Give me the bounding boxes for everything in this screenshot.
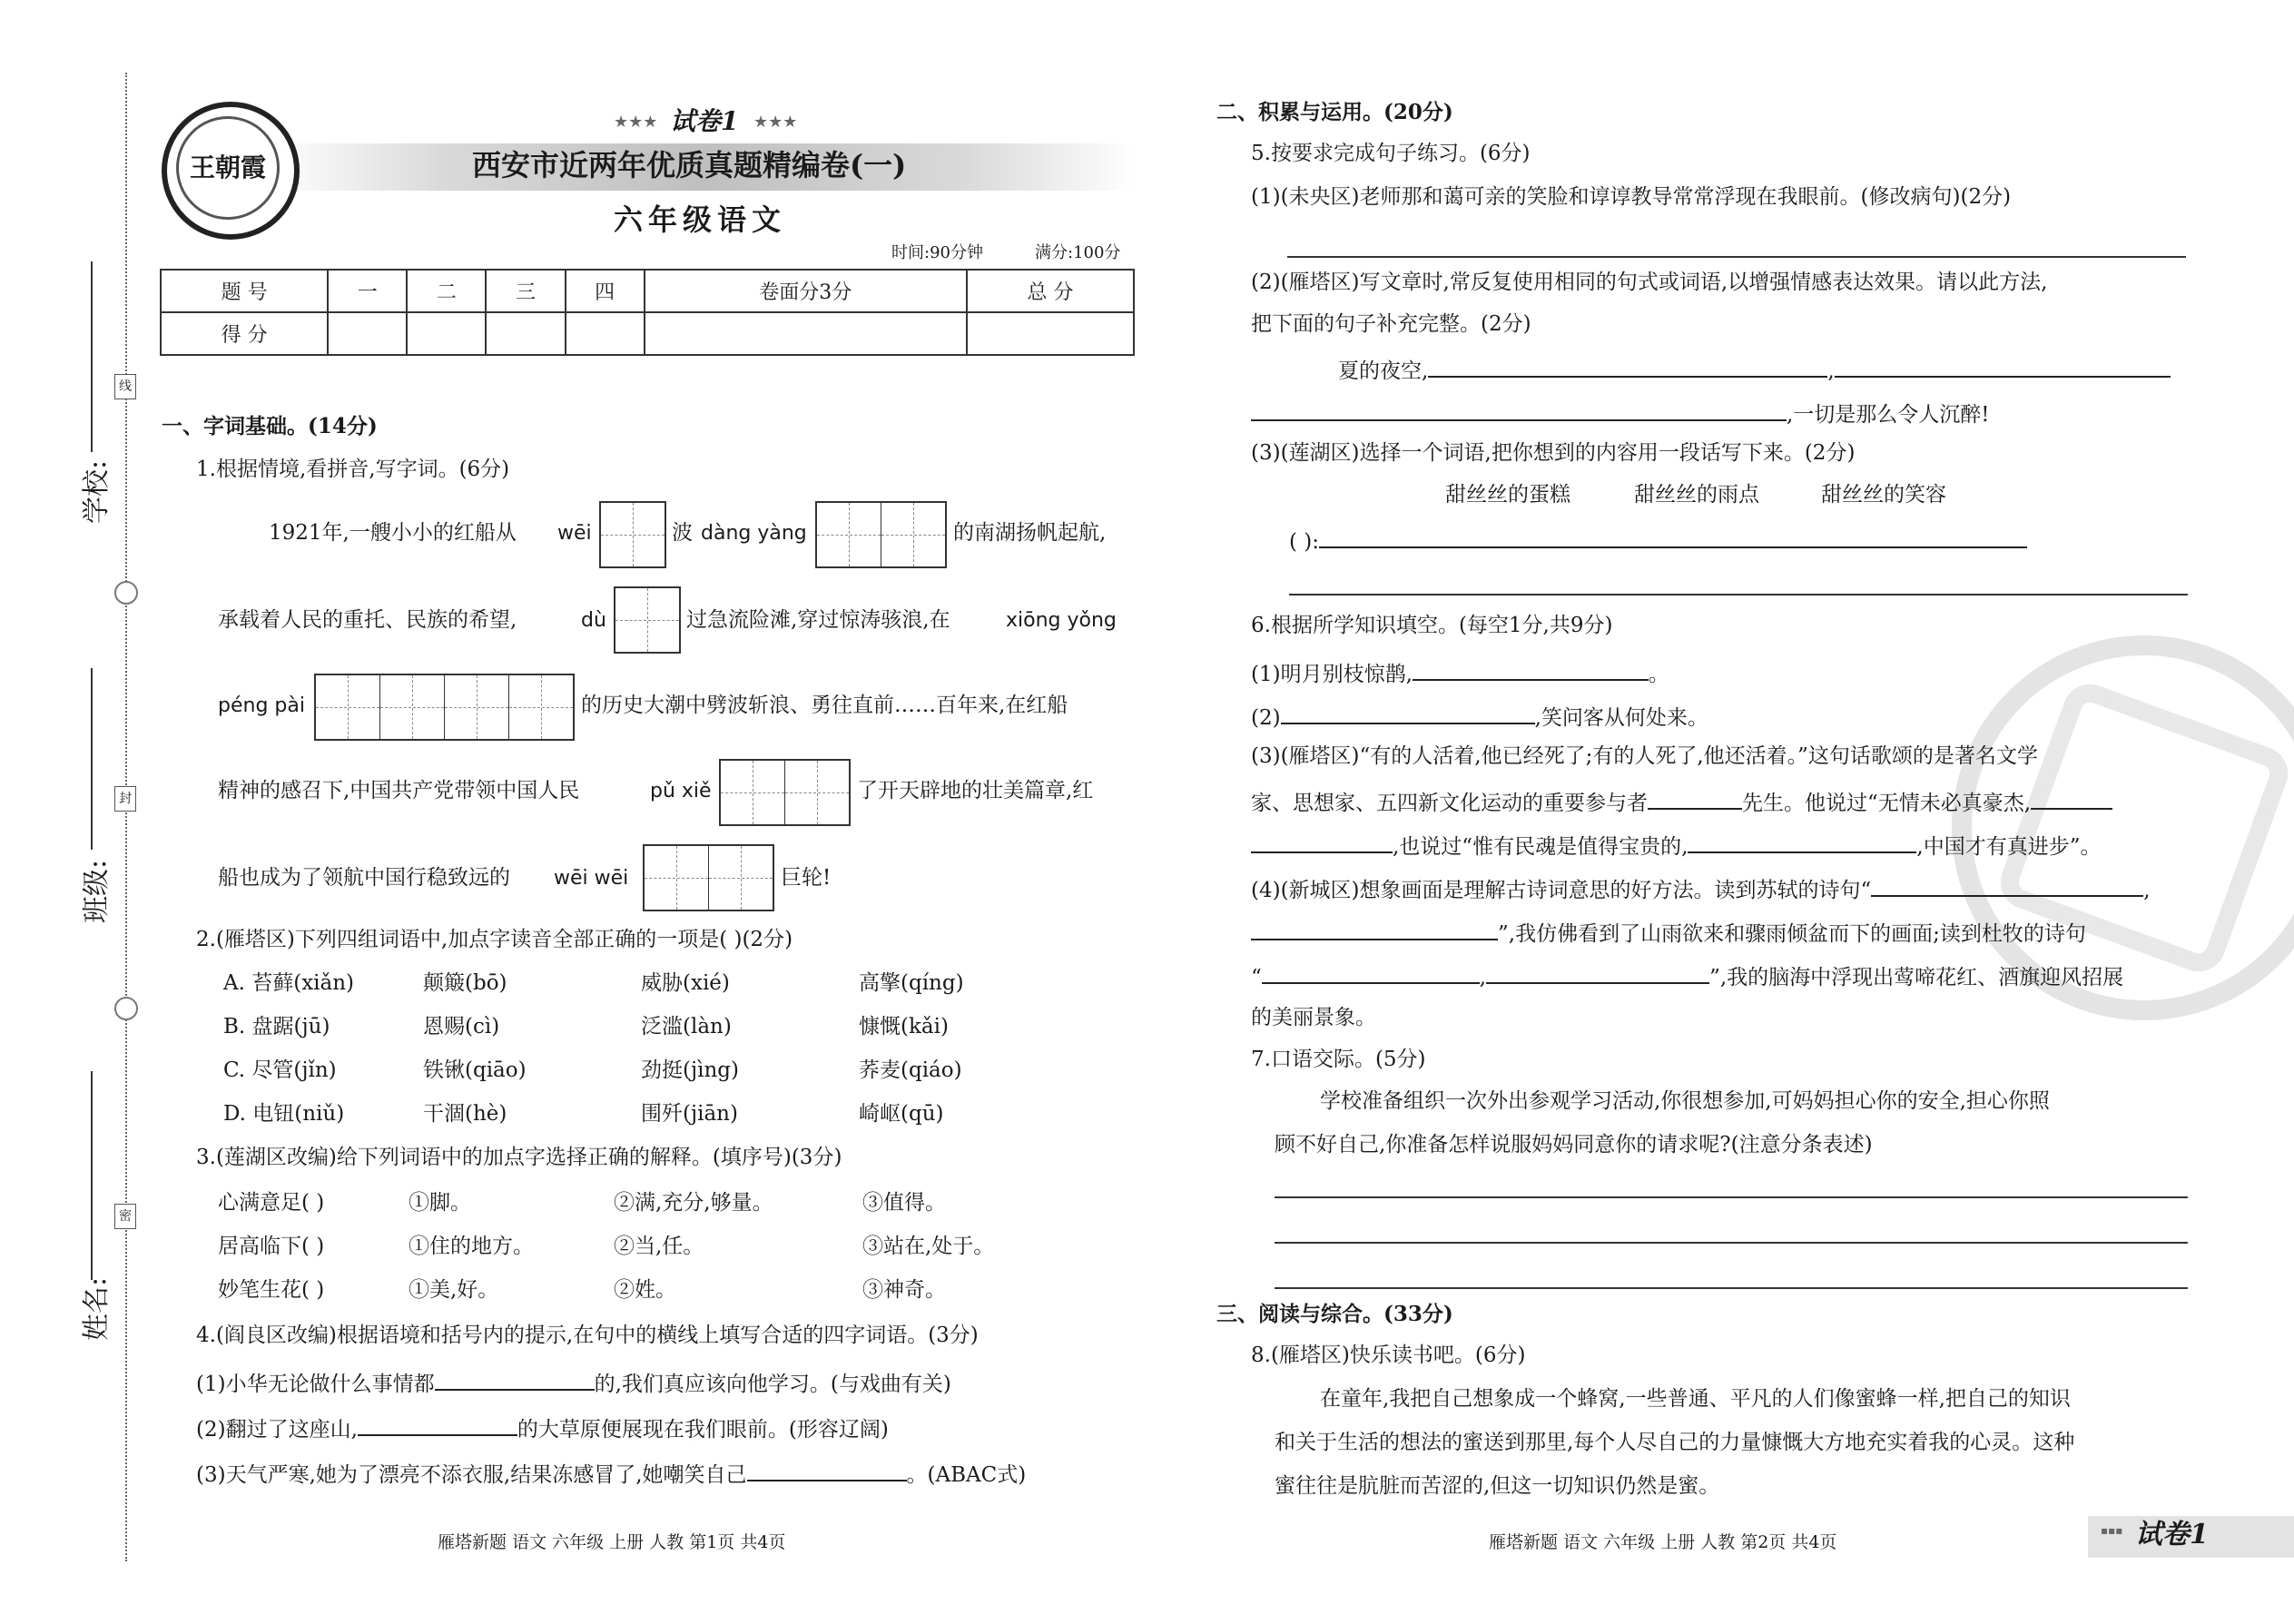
q5-choice[interactable]: 甜丝丝的雨点 [1634, 483, 1759, 507]
q2-word: 慷慨(kǎi) [859, 1015, 949, 1038]
char-grid[interactable] [614, 586, 681, 654]
q3-word[interactable]: 心满意足( ) [218, 1191, 325, 1215]
q2-word: 恩赐(cì) [423, 1015, 500, 1038]
q1-text: 了开天辟地的壮美篇章,红 [857, 779, 1094, 802]
q5-part2-line: ,一切是那么令人沉醉! [1251, 401, 1990, 426]
answer-blank[interactable] [358, 1416, 517, 1436]
q1-text: 的历史大潮中劈波斩浪、勇往直前……百年来,在红船 [581, 694, 1068, 717]
answer-blank[interactable] [1835, 358, 2171, 378]
q2-word: 颠簸(bō) [423, 971, 507, 995]
answer-blank[interactable] [1486, 964, 1709, 984]
q2-word: 干涸(hè) [423, 1102, 507, 1126]
answer-blank[interactable] [1281, 704, 1535, 724]
q2-option-D[interactable]: D. 电钮(niǔ) [223, 1102, 345, 1126]
q4-sentence-2: (2)翻过了这座山, 的大草原便展现在我们眼前。(形容辽阔) [196, 1418, 889, 1442]
q2-stem: 2.(雁塔区)下列四组词语中,加点字读音全部正确的一项是( )(2分) [196, 928, 793, 951]
q8-passage: 和关于生活的想法的蜜送到那里,每个人尽自己的力量慷慨大方地充实着我的心灵。这种 [1275, 1431, 2075, 1454]
q2-word: 荞麦(qiáo) [859, 1058, 962, 1082]
char-grid[interactable] [314, 674, 575, 741]
q1-text: 的南湖扬帆起航, [953, 521, 1107, 545]
school-label: 学校: [81, 459, 113, 525]
q3-choice: ①住的地方。 [409, 1235, 534, 1258]
q2-word: 高擎(qíng) [859, 971, 964, 995]
answer-line[interactable] [1275, 1196, 2188, 1198]
answer-blank[interactable] [1648, 790, 1742, 810]
answer-blank[interactable] [1251, 401, 1787, 421]
score-header: 三 [486, 270, 565, 312]
q2-word: 围歼(jiān) [641, 1102, 738, 1126]
footer-left: 雁塔新题 语文 六年级 上册 人教 第1页 共4页 [438, 1532, 786, 1552]
page-title: 西安市近两年优质真题精编卷(一) [472, 148, 907, 182]
binding-hole [114, 581, 138, 605]
q4-stem: 4.(阎良区改编)根据语境和括号内的提示,在句中的横线上填写合适的四字词语。(3分) [196, 1324, 979, 1347]
q5-choice[interactable]: 甜丝丝的蛋糕 [1445, 483, 1570, 507]
score-row-label: 得 分 [161, 312, 328, 355]
time-info: 时间:90分钟 [891, 243, 983, 262]
logo-text: 王朝霞 [176, 116, 280, 220]
q6-stem: 6.根据所学知识填空。(每空1分,共9分) [1251, 614, 1613, 637]
class-label: 班级: [81, 859, 113, 924]
q3-choice: ③站在,处于。 [862, 1235, 995, 1258]
q3-choice: ②姓。 [614, 1278, 676, 1302]
score-table [160, 269, 1135, 356]
answer-line[interactable] [1275, 1242, 2188, 1244]
q5-part3: (3)(莲湖区)选择一个词语,把你想到的内容用一段话写下来。(2分) [1251, 441, 1856, 465]
char-grid[interactable] [643, 844, 774, 911]
footer-badge: 试卷1 [2135, 1519, 2209, 1550]
score-header: 二 [407, 270, 486, 312]
answer-blank[interactable] [1251, 833, 1393, 853]
q4-sentence-3: (3)天气严寒,她为了漂亮不添衣服,结果冻感冒了,她嘲笑自己 。(ABAC式) [196, 1463, 1027, 1487]
char-grid[interactable] [719, 759, 851, 826]
binding-mark-line: 线 [114, 374, 136, 399]
answer-blank[interactable] [747, 1462, 907, 1481]
q2-word: 劲挺(jìng) [641, 1058, 739, 1082]
q4-sentence-1: (1)小华无论做什么事情都 的,我们真应该向他学习。(与戏曲有关) [196, 1373, 951, 1396]
score-cell[interactable] [566, 312, 645, 355]
q3-choice: ③值得。 [862, 1191, 946, 1215]
stars-left: ★★★ [614, 113, 658, 132]
score-header: 一 [328, 270, 407, 312]
score-cell[interactable] [407, 312, 486, 355]
score-header: 四 [566, 270, 645, 312]
q2-word: 威胁(xié) [641, 971, 730, 995]
score-header: 总 分 [967, 270, 1134, 312]
answer-blank[interactable] [1688, 833, 1916, 853]
section1-heading: 一、字词基础。(14分) [162, 414, 378, 438]
q8-passage: 蜜往往是肮脏而苦涩的,但这一切知识仍然是蜜。 [1275, 1474, 1720, 1498]
q6-part3: 家、思想家、五四新文化运动的重要参与者 先生。他说过“无情未必真豪杰, [1251, 790, 2112, 814]
score-cell[interactable] [328, 312, 407, 355]
q1-text: 1921年,一艘小小的红船从 [269, 521, 517, 545]
char-grid[interactable] [815, 501, 947, 568]
q8-passage: 在童年,我把自己想象成一个蜂窝,一些普通、平凡的人们像蜜蜂一样,把自己的知识 [1320, 1387, 2071, 1411]
q3-word[interactable]: 妙笔生花( ) [218, 1278, 325, 1302]
q6-part3: ,也说过“惟有民魂是值得宝贵的, ,中国才有真进步”。 [1251, 833, 2101, 858]
q3-choice: ②当,任。 [614, 1235, 704, 1258]
score-cell[interactable] [645, 312, 967, 355]
class-field-line [91, 668, 93, 850]
pinyin-hint: xiōng yǒng [1006, 609, 1117, 632]
binding-hole [114, 997, 138, 1020]
answer-blank[interactable] [1428, 358, 1827, 378]
q6-part4: (4)(新城区)想象画面是理解古诗词意思的好方法。读到苏轼的诗句“ , [1251, 879, 2151, 902]
answer-blank[interactable] [435, 1371, 595, 1391]
q2-option-C[interactable]: C. 尽管(jǐn) [223, 1058, 337, 1082]
q1-text: 船也成为了领航中国行稳致远的 [218, 866, 510, 890]
q5-choice[interactable]: 甜丝丝的笑容 [1821, 483, 1946, 507]
answer-blank[interactable] [1413, 661, 1649, 681]
q3-word[interactable]: 居高临下( ) [218, 1235, 325, 1258]
q3-choice: ②满,充分,够量。 [614, 1191, 773, 1215]
section3-heading: 三、阅读与综合。(33分) [1216, 1302, 1453, 1326]
q1-text: 巨轮! [781, 866, 832, 890]
answer-line[interactable] [1287, 256, 2186, 258]
q3-choice: ③神奇。 [862, 1278, 946, 1302]
q5-part1: (1)(未央区)老师那和蔼可亲的笑脸和谆谆教导常常浮现在我眼前。(修改病句)(2分) [1251, 185, 2012, 209]
binding-mark-secret: 密 [114, 1204, 136, 1229]
q6-part4: “ , ”,我的脑海中浮现出莺啼花红、酒旗迎风招展 [1251, 966, 2124, 989]
binding-mark-seal: 封 [114, 786, 136, 812]
q6-part3: (3)(雁塔区)“有的人活着,他已经死了;有的人死了,他还活着。”这句话歌颂的是著名文学 [1251, 744, 2038, 768]
q2-option-B[interactable]: B. 盘踞(jū) [223, 1015, 330, 1038]
name-label: 姓名: [81, 1276, 113, 1342]
pinyin-hint: péng pài [218, 694, 305, 717]
q1-stem: 1.根据情境,看拼音,写字词。(6分) [196, 458, 510, 481]
q6-part4: 的美丽景象。 [1251, 1006, 1376, 1029]
q7-stem: 7.口语交际。(5分) [1251, 1048, 1426, 1071]
score-header: 题 号 [161, 270, 328, 312]
stars-right: ★★★ [753, 113, 798, 132]
q3-choice: ①美,好。 [409, 1278, 499, 1302]
q3-choice: ①脚。 [409, 1191, 471, 1215]
score-header: 卷面分3分 [645, 270, 967, 312]
badge-dots: ▪▪▪ [2101, 1524, 2123, 1537]
section2-heading: 二、积累与运用。(20分) [1216, 100, 1453, 124]
q6-part1: (1)明月别枝惊鹊, 。 [1251, 663, 1669, 686]
q1-text: 过急流险滩,穿过惊涛骇浪,在 [686, 608, 950, 632]
q1-text: 波 [672, 521, 693, 545]
q5-part2-line: 夏的夜空, , [1338, 358, 2171, 382]
q1-text: 精神的感召下,中国共产党带领中国人民 [218, 779, 580, 802]
char-grid[interactable] [599, 501, 666, 568]
q7-text: 顾不好自己,你准备怎样说服妈妈同意你的请求呢?(注意分条表述) [1275, 1133, 1873, 1156]
binding-cut-line [125, 73, 127, 1561]
q2-option-A[interactable]: A. 苔藓(xiǎn) [223, 971, 355, 995]
pinyin-hint: wēi wēi [554, 867, 629, 890]
q5-stem: 5.按要求完成句子练习。(6分) [1251, 142, 1531, 165]
score-cell[interactable] [967, 312, 1134, 355]
answer-blank[interactable] [1262, 964, 1480, 984]
answer-blank[interactable] [1871, 877, 2143, 897]
school-field-line [91, 261, 93, 452]
page-subtitle: 六年级语文 [614, 202, 787, 237]
brand-logo [162, 102, 300, 240]
watermark-stamp [1952, 635, 2294, 1020]
name-field-line [91, 1071, 93, 1280]
series-label: 试卷1 [670, 106, 739, 136]
score-cell[interactable] [486, 312, 565, 355]
q7-text: 学校准备组织一次外出参观学习活动,你很想参加,可妈妈担心你的安全,担心你照 [1320, 1089, 2050, 1113]
answer-line[interactable] [1289, 594, 2188, 595]
pinyin-hint: dàng yàng [701, 522, 807, 545]
q8-stem: 8.(雁塔区)快乐读书吧。(6分) [1251, 1343, 1526, 1367]
q2-word: 铁锹(qiāo) [423, 1058, 527, 1082]
q3-stem: 3.(莲湖区改编)给下列词语中的加点字选择正确的解释。(填序号)(3分) [196, 1146, 842, 1169]
q6-part2: (2) ,笑问客从何处来。 [1251, 706, 1708, 730]
q6-part4: ”,我仿佛看到了山雨欲来和骤雨倾盆而下的画面;读到杜牧的诗句 [1251, 920, 2086, 945]
answer-line[interactable] [1275, 1287, 2188, 1289]
pinyin-hint: wēi [557, 522, 592, 545]
q2-word: 崎岖(qū) [859, 1102, 944, 1126]
answer-blank[interactable] [1251, 920, 1498, 940]
pinyin-hint: pǔ xiě [650, 780, 712, 802]
full-score: 满分:100分 [1035, 243, 1121, 262]
q2-word: 泛滥(làn) [641, 1015, 732, 1038]
q5-part2: 把下面的句子补充完整。(2分) [1251, 312, 1531, 336]
q1-text: 承载着人民的重托、民族的希望, [218, 608, 517, 632]
answer-blank[interactable] [1319, 528, 2027, 548]
answer-blank[interactable] [2031, 790, 2112, 810]
pinyin-hint: dù [581, 609, 606, 632]
q5-part3-line: ( ): [1289, 528, 2027, 553]
q5-part2: (2)(雁塔区)写文章时,常反复使用相同的句式或词语,以增强情感表达效果。请以此方法, [1251, 271, 2048, 294]
footer-right: 雁塔新题 语文 六年级 上册 人教 第2页 共4页 [1489, 1532, 1837, 1552]
